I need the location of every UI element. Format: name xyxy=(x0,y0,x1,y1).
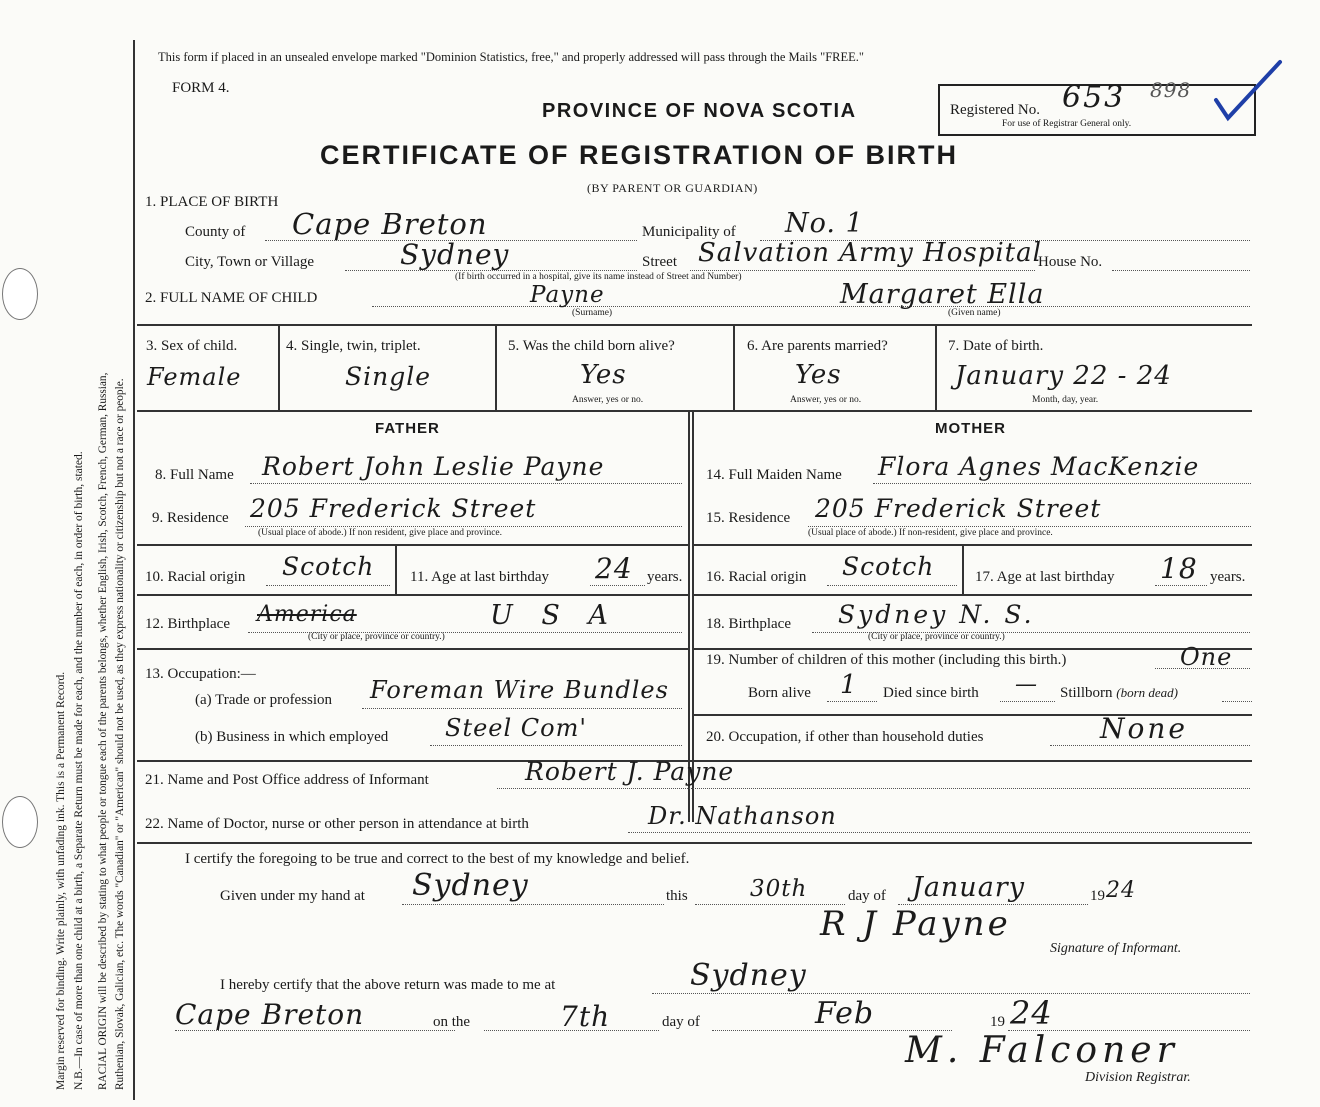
father-residence-value: 205 Frederick Street xyxy=(250,494,537,523)
married-label: 6. Are parents married? xyxy=(747,338,888,354)
on-the-label: on the xyxy=(433,1014,471,1030)
place-heading: 1. PLACE OF BIRTH xyxy=(145,194,279,210)
dob-caption: Month, day, year. xyxy=(1032,395,1099,405)
registrar-day-of-label: day of xyxy=(662,1014,700,1030)
father-birthplace-value: U S A xyxy=(490,600,618,631)
registrar-county-value: Cape Breton xyxy=(175,998,365,1031)
father-trade-value: Foreman Wire Bundles xyxy=(370,676,669,704)
informant-value: Robert J. Payne xyxy=(525,757,735,786)
father-occupation-label: 13. Occupation:— xyxy=(145,666,256,682)
father-name-value: Robert John Leslie Payne xyxy=(262,452,605,481)
county-value: Cape Breton xyxy=(292,207,488,241)
alive-label: 5. Was the child born alive? xyxy=(508,338,675,354)
mother-race-value: Scotch xyxy=(842,552,935,581)
father-heading: FATHER xyxy=(375,420,440,437)
punch-hole-top xyxy=(2,268,38,320)
children-count-label: 19. Number of children of this mother (including this birth.) xyxy=(706,652,1067,668)
born-alive-value: 1 xyxy=(840,670,858,700)
stillborn-label xyxy=(1060,685,1178,702)
father-residence-label: 9. Residence xyxy=(152,510,229,526)
given-under-hand-label: Given under my hand at xyxy=(220,888,365,904)
dob-value: January 22 - 24 xyxy=(955,361,1172,391)
mother-residence-value: 205 Frederick Street xyxy=(815,494,1102,523)
doctor-label: 22. Name of Doctor, nurse or other person in attendance at birth xyxy=(145,816,529,832)
stillborn-text: Stillborn xyxy=(1060,685,1113,701)
mother-birthplace-label: 18. Birthplace xyxy=(706,616,791,632)
county-label: County of xyxy=(185,224,246,240)
surname-caption: (Surname) xyxy=(572,308,613,318)
mother-occupation-value: None xyxy=(1100,712,1188,745)
stillborn-note: (born dead) xyxy=(1116,685,1179,700)
mother-name-label: 14. Full Maiden Name xyxy=(706,467,842,483)
margin-rule xyxy=(133,40,135,1100)
died-since-birth-value: — xyxy=(1015,672,1038,697)
margin-note-multiple-births: N.B.—In case of more than one child at a birth, a Separate Return must be made for each, and the number of each, in order of birth, stated. xyxy=(73,451,85,1090)
born-alive-label: Born alive xyxy=(748,685,811,701)
street-label: Street xyxy=(642,254,677,270)
father-age-value: 24 xyxy=(595,552,633,585)
city-value: Sydney xyxy=(400,238,510,271)
alive-caption: Answer, yes or no. xyxy=(572,395,644,405)
alive-value: Yes xyxy=(580,360,627,390)
given-caption: (Given name) xyxy=(948,308,1001,318)
house-label: House No. xyxy=(1038,254,1103,270)
registrar-day-value: 7th xyxy=(560,1000,611,1033)
certificate-title: CERTIFICATE OF REGISTRATION OF BIRTH xyxy=(320,140,958,170)
mother-residence-label: 15. Residence xyxy=(706,510,791,526)
province-heading: PROVINCE OF NOVA SCOTIA xyxy=(542,100,857,122)
this-label: this xyxy=(666,888,688,904)
check-mark-icon xyxy=(1210,54,1290,134)
doctor-value: Dr. Nathanson xyxy=(648,802,837,830)
father-birthplace-label: 12. Birthplace xyxy=(145,616,230,632)
married-caption: Answer, yes or no. xyxy=(790,395,862,405)
registrar-only-note: For use of Registrar General only. xyxy=(1002,119,1132,129)
father-race-value: Scotch xyxy=(282,552,375,581)
street-value: Salvation Army Hospital xyxy=(698,238,1042,268)
cert-day-value: 30th xyxy=(750,876,808,902)
father-birthplace-caption: (City or place, province or country.) xyxy=(308,632,445,642)
children-count-value: One xyxy=(1180,643,1233,671)
mother-age-label: 17. Age at last birthday xyxy=(975,569,1115,585)
mother-name-value: Flora Agnes MacKenzie xyxy=(878,452,1200,481)
registered-value: 653 xyxy=(1062,80,1126,115)
sex-label: 3. Sex of child. xyxy=(146,338,238,354)
mother-years: years. xyxy=(1210,569,1246,585)
margin-note-racial-origin-2: Ruthenian, Slovak, Galician, etc. The words "Canadian" or "American" should not be used, as they express nationality or citizenship but not a race or people. xyxy=(114,378,126,1090)
registrar-statement: I hereby certify that the above return was made to me at xyxy=(220,977,556,993)
certify-statement: I certify the foregoing to be true and correct to the best of my knowledge and belief. xyxy=(185,851,690,867)
father-name-label: 8. Full Name xyxy=(155,467,234,483)
registrar-month-value: Feb xyxy=(815,996,875,1031)
registered-extra: 898 xyxy=(1150,78,1192,102)
registrar-caption: Division Registrar. xyxy=(1085,1070,1191,1085)
cert-year-value: 24 xyxy=(1106,878,1136,903)
cert-day-of-label: day of xyxy=(848,888,886,904)
father-trade-label: (a) Trade or profession xyxy=(195,692,333,708)
certificate-subtitle: (BY PARENT OR GUARDIAN) xyxy=(587,181,758,195)
child-surname-value: Payne xyxy=(530,282,605,308)
municipality-label: Municipality of xyxy=(642,224,736,240)
married-value: Yes xyxy=(795,360,842,390)
informant-signature-caption: Signature of Informant. xyxy=(1050,941,1182,956)
registrar-place-value: Sydney xyxy=(690,958,807,993)
plurality-value: Single xyxy=(345,362,432,391)
child-name-label: 2. FULL NAME OF CHILD xyxy=(145,290,318,306)
father-age-label: 11. Age at last birthday xyxy=(410,569,549,585)
registrar-year-value: 24 xyxy=(1010,994,1053,1032)
form-number: FORM 4. xyxy=(172,80,230,96)
hospital-note: (If birth occurred in a hospital, give its name instead of Street and Number) xyxy=(455,272,742,282)
died-since-birth-label: Died since birth xyxy=(883,685,979,701)
father-residence-caption: (Usual place of abode.) If non resident, give place and province. xyxy=(258,528,502,538)
mother-heading: MOTHER xyxy=(935,420,1006,437)
sex-value: Female xyxy=(147,363,242,391)
registrar-signature: M. Falconer xyxy=(905,1030,1179,1071)
child-given-value: Margaret Ella xyxy=(840,279,1045,310)
mail-note: This form if placed in an unsealed envelope marked "Dominion Statistics, free," and properly addressed will pass through the Mails "FREE." xyxy=(158,50,865,64)
registrar-year-prefix: 19 xyxy=(990,1014,1005,1030)
mother-birthplace-value: Sydney N. S. xyxy=(838,600,1035,629)
dob-label: 7. Date of birth. xyxy=(948,338,1044,354)
mother-age-value: 18 xyxy=(1160,552,1198,585)
cert-year-prefix: 19 xyxy=(1090,888,1105,904)
margin-note-racial-origin: RACIAL ORIGIN will be described by stating to what people or tongue each of the parents belongs, whether English, Irish, Scotch, French, German, Russian, xyxy=(97,372,109,1090)
registered-label: Registered No. xyxy=(950,102,1040,118)
father-years: years. xyxy=(647,569,683,585)
informant-label: 21. Name and Post Office address of Informant xyxy=(145,772,429,788)
mother-race-label: 16. Racial origin xyxy=(706,569,807,585)
city-label: City, Town or Village xyxy=(185,254,315,270)
given-place-value: Sydney xyxy=(412,868,529,903)
father-business-label: (b) Business in which employed xyxy=(195,729,389,745)
municipality-value: No. 1 xyxy=(785,208,864,239)
mother-residence-caption: (Usual place of abode.) If non-resident, give place and province. xyxy=(808,528,1053,538)
margin-note-binding: Margin reserved for binding. Write plainly, with unfading ink. This is a Permanent Record. xyxy=(55,671,67,1090)
mother-birthplace-caption: (City or place, province or country.) xyxy=(868,632,1005,642)
mother-occupation-label: 20. Occupation, if other than household duties xyxy=(706,729,984,745)
cert-month-value: January xyxy=(912,872,1025,903)
plurality-label: 4. Single, twin, triplet. xyxy=(286,338,421,354)
father-business-value: Steel Com' xyxy=(445,714,587,742)
informant-signature: R J Payne xyxy=(820,904,1011,944)
father-birthplace-struck: America xyxy=(257,602,357,627)
punch-hole-bottom xyxy=(2,796,38,848)
father-race-label: 10. Racial origin xyxy=(145,569,246,585)
